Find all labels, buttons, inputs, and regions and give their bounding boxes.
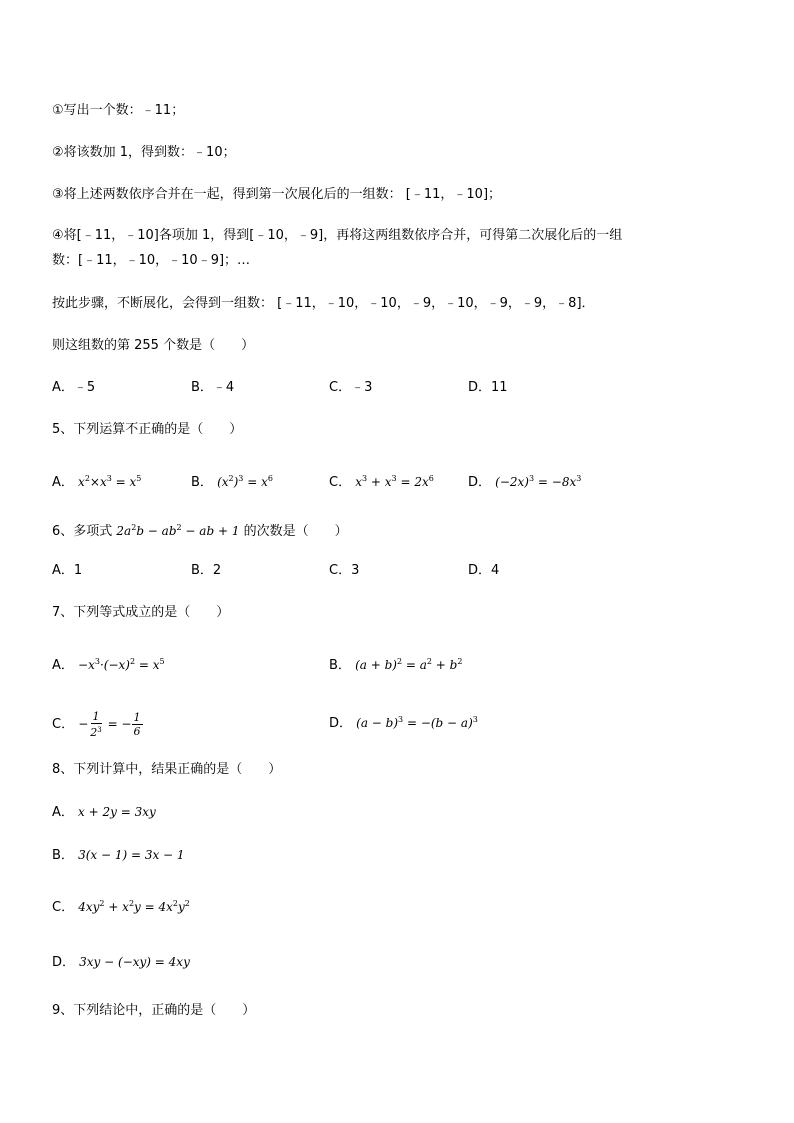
- intro-continue: 按此步骤，不断展化，会得到一组数： [﹣11，﹣10，﹣10，﹣9，﹣10，﹣9，﹣9，﹣8]．: [52, 296, 595, 311]
- q7-option-b-label: B．: [329, 658, 351, 673]
- q8-option-b: [52, 845, 185, 866]
- intro-step-3: ③将上述两数依序合并在一起，得到第一次展化后的一组数： [﹣11，﹣10]；: [52, 187, 502, 202]
- question-5-stem: 5、下列运算不正确的是（ ）: [52, 422, 243, 437]
- question-4-stem: 则这组数的第 255 个数是（ ）: [52, 338, 255, 353]
- q6-prefix: 6、多项式: [52, 524, 113, 539]
- q7-option-b: [329, 652, 462, 676]
- question-9-stem: 9、下列结论中，正确的是（ ）: [52, 1003, 256, 1018]
- q8-option-a-label: A．: [52, 805, 74, 820]
- q5-option-c-label: C．: [329, 475, 352, 490]
- q7-option-a-label: A．: [52, 658, 74, 673]
- question-6-stem: [52, 518, 348, 542]
- q7-option-c-formula: − $\frac{1}{2^3}$ = − $\frac{1}{6}$: [78, 710, 141, 739]
- q5-option-c: [329, 469, 434, 493]
- question-8-stem: 8、下列计算中，结果正确的是（ ）: [52, 762, 282, 777]
- q5-option-b-label: B．: [191, 475, 213, 490]
- q8-option-d: [52, 952, 190, 973]
- q6-option-b: B．2: [191, 563, 222, 578]
- intro-step-4-line-2: 数：[﹣11，﹣10，﹣10﹣9]；…: [52, 253, 251, 268]
- q7-option-a: [52, 652, 165, 676]
- q5-option-a-formula: $x^2\times x^3 = x^5$: [78, 474, 142, 489]
- q8-option-c: [52, 894, 190, 918]
- q6-option-c: C．3: [329, 563, 360, 578]
- q8-option-a: [52, 802, 156, 823]
- q6-option-a: A．1: [52, 563, 83, 578]
- q5-option-d: [468, 469, 581, 493]
- q6-polynomial: $2a^2b - ab^2$ − ab + 1: [116, 523, 240, 538]
- q7-option-c-label: C．: [52, 717, 75, 732]
- intro-step-1: ①写出一个数：﹣11；: [52, 103, 185, 118]
- q7-option-c: [52, 710, 143, 739]
- q7-option-d-label: D．: [329, 716, 353, 731]
- q5-option-b: [191, 469, 273, 493]
- intro-step-2: ②将该数加 1，得到数：﹣10；: [52, 145, 236, 160]
- q7-option-b-formula: $(a + b)^2 = a^2 + b^2$: [355, 657, 463, 672]
- q5-option-a-label: A．: [52, 475, 74, 490]
- q5-option-d-label: D．: [468, 475, 492, 490]
- q8-option-b-formula: 3(x − 1) = 3x − 1: [78, 848, 185, 862]
- q7-option-a-formula: $-x^3\cdot(-x)^2 = x^5$: [78, 657, 165, 672]
- q4-option-b: B．﹣4: [191, 380, 235, 395]
- intro-step-4-line-1: ④将[﹣11，﹣10]各项加 1，得到[﹣10，﹣9]，再将这两组数依序合并，可得第二次展化后的一组: [52, 228, 623, 243]
- q4-option-a: A．﹣5: [52, 380, 96, 395]
- q5-option-d-formula: $(-2x)^3 = -8x^3$: [495, 474, 582, 489]
- question-7-stem: 7、下列等式成立的是（ ）: [52, 605, 230, 620]
- q5-option-b-formula: $(x^2)^3 = x^6$: [217, 474, 273, 489]
- q4-option-c: C．﹣3: [329, 380, 373, 395]
- q8-option-c-formula: $4xy^2 + x^2y = 4x^2y^2$: [78, 899, 190, 914]
- q5-option-a: [52, 469, 141, 493]
- q4-option-d: D．11: [468, 380, 508, 395]
- q8-option-a-formula: x + 2y = 3xy: [78, 805, 156, 819]
- q6-suffix: 的次数是（ ）: [243, 524, 348, 539]
- q7-option-d-formula: $(a - b)^3 = -(b - a)^3$: [356, 715, 478, 730]
- q8-option-d-label: D．: [52, 955, 76, 970]
- q6-option-d: D．4: [468, 563, 500, 578]
- q5-option-c-formula: $x^3 + x^3 = 2x^6$: [355, 474, 434, 489]
- q8-option-c-label: C．: [52, 900, 75, 915]
- q8-option-d-formula: 3xy − (−xy) = 4xy: [79, 955, 190, 969]
- q7-option-d: [329, 710, 478, 734]
- q8-option-b-label: B．: [52, 848, 74, 863]
